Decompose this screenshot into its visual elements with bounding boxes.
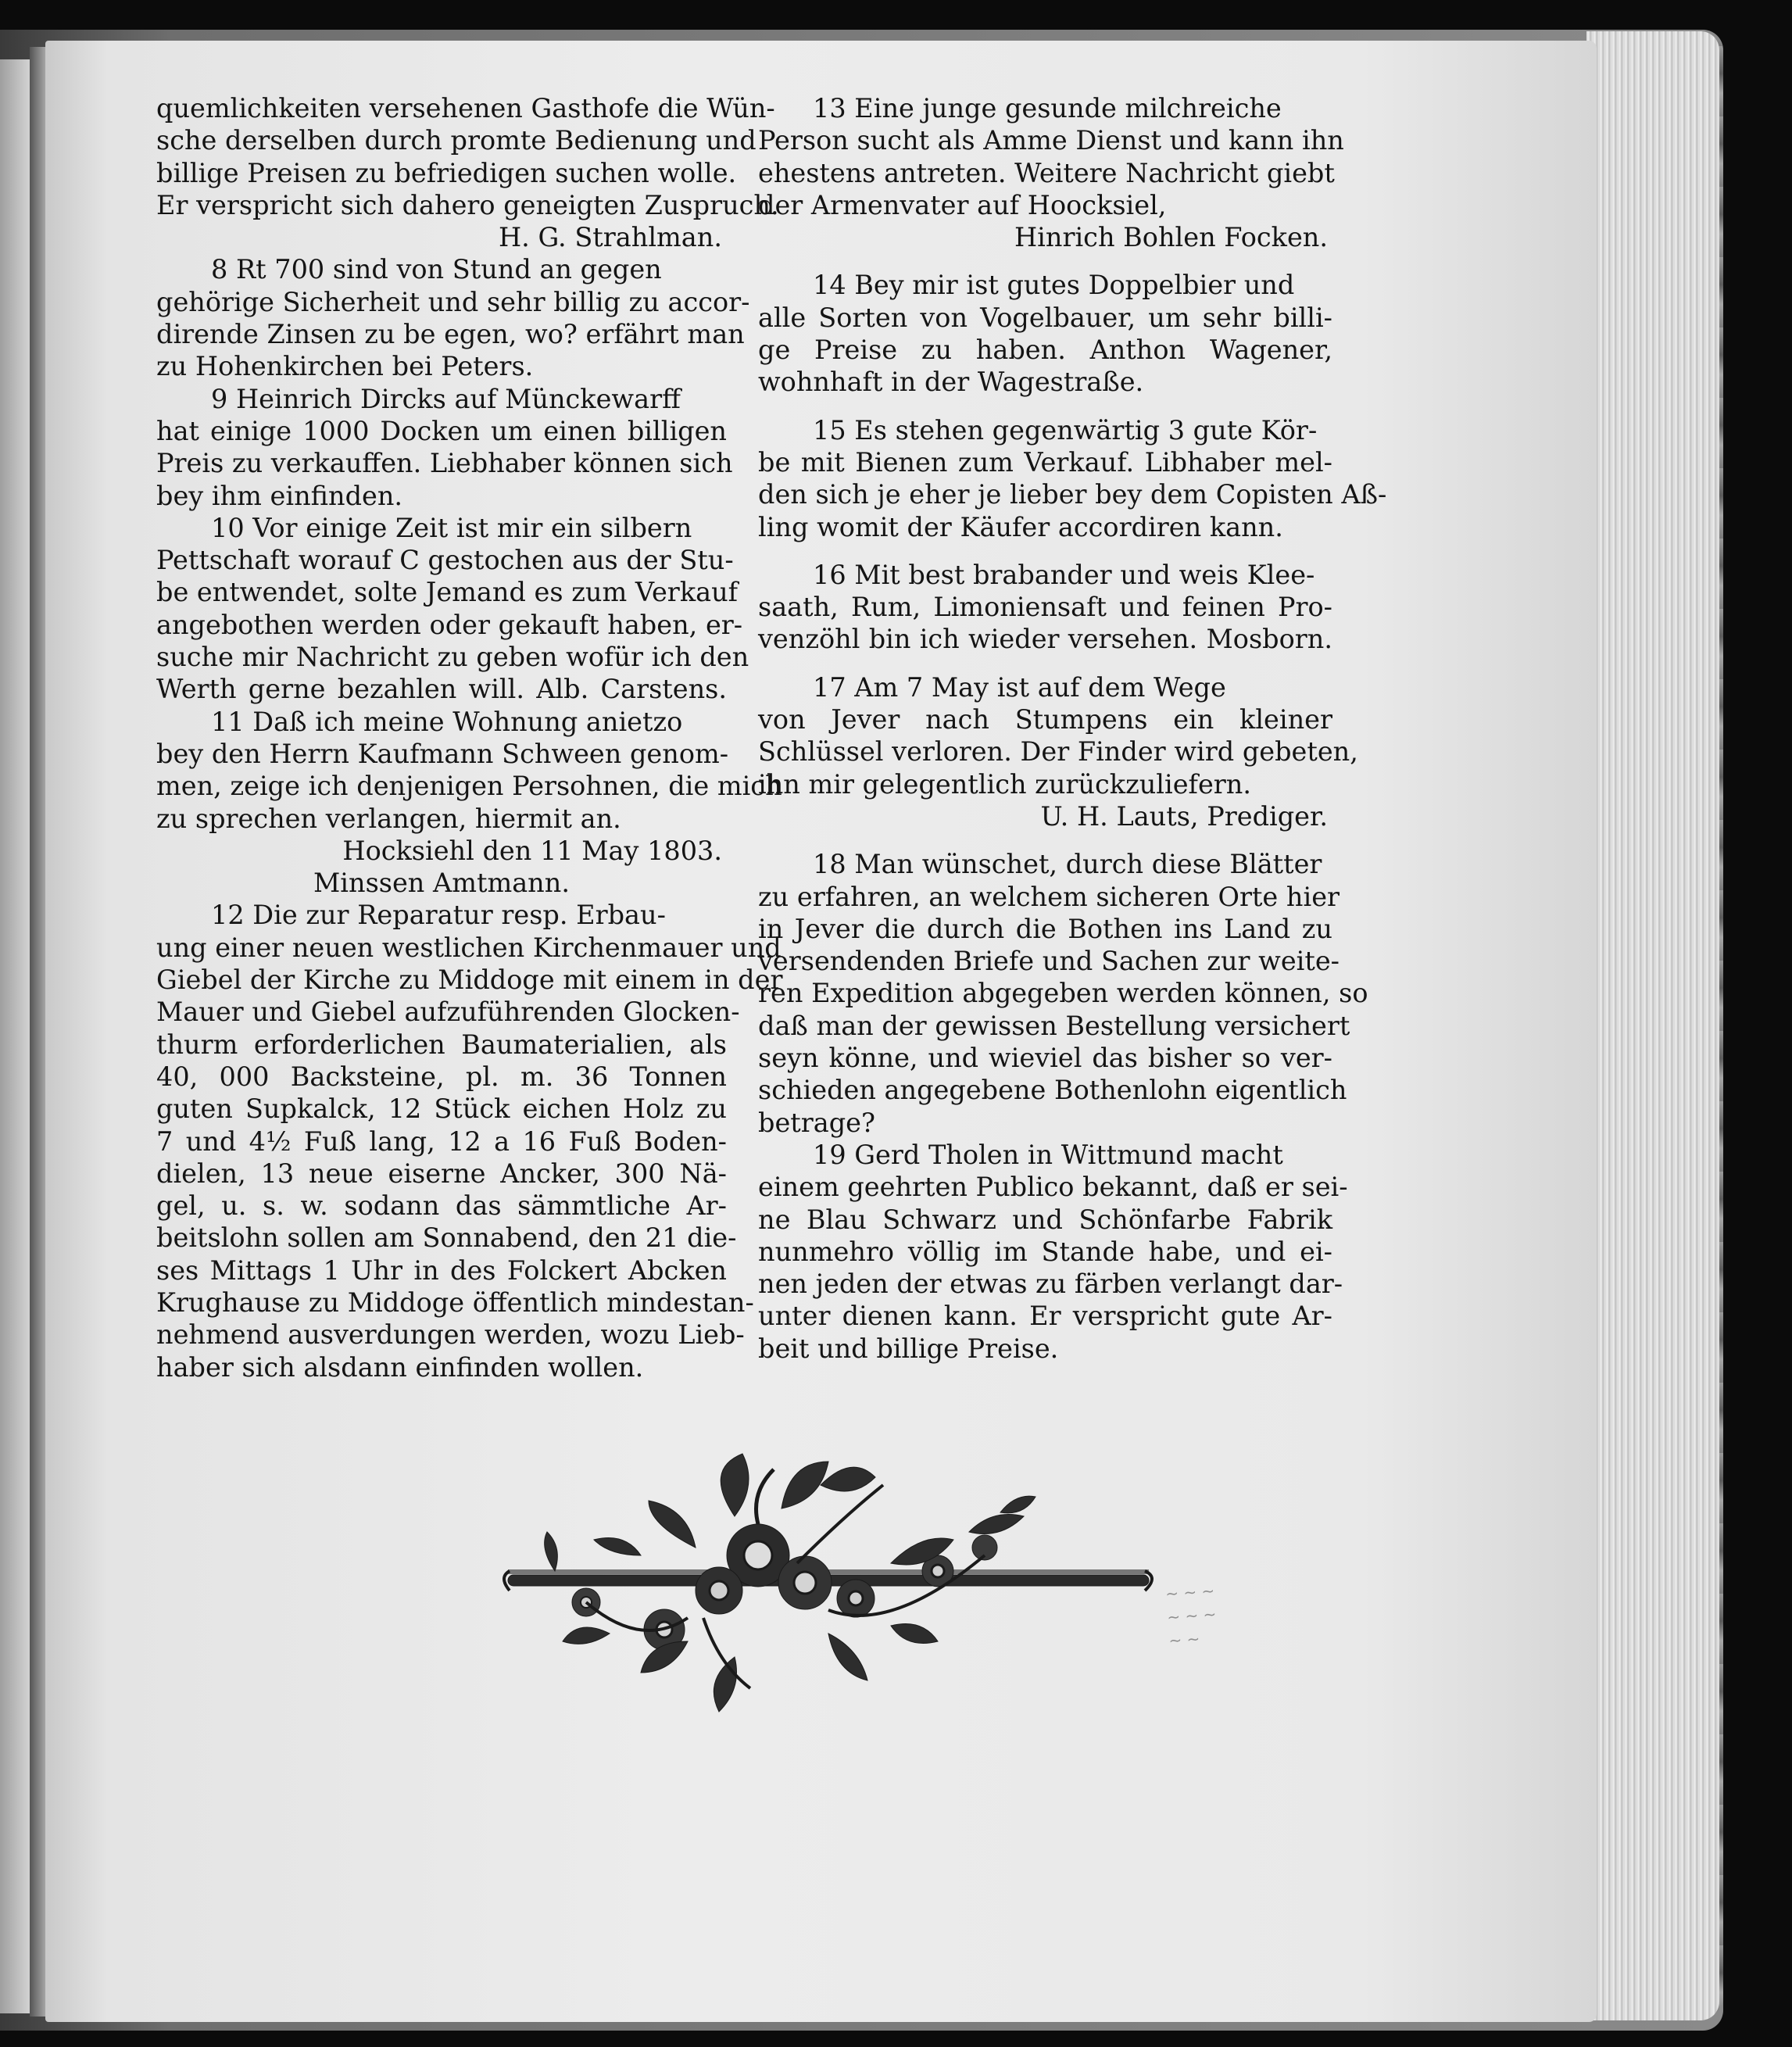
text-line: 40, 000 Backsteine, pl. m. 36 Tonnen [156,1061,727,1092]
text-line: Preis zu verkauffen. Liebhaber können sich [156,448,733,479]
text-line: versendenden Briefe und Sachen zur weite- [758,946,1340,977]
text-line: ren Expedition abgegeben werden können, so [758,978,1368,1009]
text-line: haber sich alsdann einfinden wollen. [156,1351,644,1383]
text-line: dirende Zinsen zu be egen, wo? erfährt man [156,319,745,350]
text-line: saath, Rum, Limoniensaft und feinen Pro- [758,592,1332,623]
text-line: gel, u. s. w. sodann das sämmtliche Ar- [156,1190,727,1222]
text-line: venzöhl bin ich wieder versehen. Mosborn. [758,624,1332,655]
text-line: beit und billige Preise. [758,1333,1059,1364]
text-line: hat einige 1000 Docken um einen billigen [156,415,727,446]
text-line: von Jever nach Stumpens ein kleiner [758,704,1332,735]
paragraph-gap [758,832,1332,848]
text-line: angebothen werden oder gekauft haben, er- [156,609,743,640]
text-line: 15 Es stehen gegenwärtig 3 gute Kör- [813,414,1318,446]
text-line: 19 Gerd Tholen in Wittmund macht [813,1139,1283,1170]
paragraph-gap [758,543,1332,559]
text-line: ses Mittags 1 Uhr in des Folckert Abcken [156,1254,727,1286]
text-line: Person sucht als Amme Dienst und kann ihn [758,125,1344,156]
text-line: in Jever die durch die Bothen ins Land zu [758,913,1332,944]
text-line: wohnhaft in der Wagestraße. [758,367,1144,398]
text-line: Er verspricht sich dahero geneigten Zuspruch. [156,189,779,220]
text-line: 9 Heinrich Dircks auf Münckewarff [211,383,681,414]
text-line: 7 und 4½ Fuß lang, 12 a 16 Fuß Boden- [156,1125,727,1157]
text-line: ge Preise zu haben. Anthon Wagener, [758,335,1332,366]
text-line: 12 Die zur Reparatur resp. Erbau- [211,900,666,931]
text-line: be mit Bienen zum Verkauf. Libhaber mel- [758,446,1332,478]
text-line: Hinrich Bohlen Focken. [1014,222,1328,253]
text-line: zu sprechen verlangen, hiermit an. [156,803,621,834]
text-line: betrage? [758,1107,875,1138]
text-line: Mauer und Giebel aufzuführenden Glocken- [156,997,740,1028]
text-line: thurm erforderlichen Baumaterialien, als [156,1029,727,1060]
text-line: unter dienen kann. Er verspricht gute Ar- [758,1301,1332,1332]
paragraph-gap [758,253,1332,269]
text-line: zu erfahren, an welchem sicheren Orte hier [758,881,1340,912]
text-line: nen jeden der etwas zu färben verlangt dar- [758,1269,1343,1300]
paragraph-gap [758,399,1332,414]
text-line: daß man der gewissen Bestellung versichert [758,1010,1350,1041]
text-line: ehestens antreten. Weitere Nachricht giebt [758,157,1335,188]
text-line: alle Sorten von Vogelbauer, um sehr billi- [758,302,1332,333]
text-line: gehörige Sicherheit und sehr billig zu accor- [156,286,750,317]
text-line: seyn könne, und wieviel das bisher so ver- [758,1043,1332,1074]
text-line: zu Hohenkirchen bei Peters. [156,351,534,382]
text-line: sche derselben durch promte Bedienung und [156,125,757,156]
text-line: schieden angegebene Bothenlohn eigentlich [758,1075,1347,1106]
text-line: be entwendet, solte Jemand es zum Verkauf [156,577,739,608]
text-line: 10 Vor einige Zeit ist mir ein silbern [211,512,692,543]
text-line: 13 Eine junge gesunde milchreiche [813,93,1282,123]
text-line: ne Blau Schwarz und Schönfarbe Fabrik [758,1204,1332,1235]
text-line: Schlüssel verloren. Der Finder wird gebeten, [758,736,1358,768]
text-line: U. H. Lauts, Prediger. [1040,800,1328,832]
floral-vignette-ornament [500,1438,1157,1720]
text-line: ihn mir gelegentlich zurückzuliefern. [758,768,1252,800]
text-line: Hocksiehl den 11 May 1803. [342,835,722,866]
text-line: nehmend ausverdungen werden, wozu Lieb- [156,1319,745,1351]
text-line: Werth gerne bezahlen will. Alb. Carstens. [156,674,727,705]
text-line: Giebel der Kirche zu Middoge mit einem in der [156,964,783,996]
text-line: men, zeige ich denjenigen Persohnen, die mich [156,771,782,802]
text-line: quemlichkeiten versehenen Gasthofe die Wün- [156,93,775,123]
text-line: 16 Mit best brabander und weis Klee- [813,559,1315,590]
text-line: guten Supkalck, 12 Stück eichen Holz zu [156,1093,727,1125]
text-line: billige Preisen zu befriedigen suchen wolle. [156,157,737,188]
text-line: beitslohn sollen am Sonnabend, den 21 die- [156,1222,737,1254]
page-stack-edge [1586,31,1719,2020]
left-text-column [156,92,783,1383]
pencil-marks: ~ ~ ~ ~ ~ ~ ~ ~ [1164,1580,1218,1651]
text-line: nunmehro völlig im Stande habe, und ei- [758,1236,1332,1267]
text-line: H. G. Strahlman. [498,222,722,253]
text-line: 17 Am 7 May ist auf dem Wege [813,671,1226,703]
text-line: 8 Rt 700 sind von Stund an gegen [211,254,662,285]
text-line: dielen, 13 neue eiserne Ancker, 300 Nä- [156,1158,727,1189]
text-line: Pettschaft worauf C gestochen aus der Stu- [156,545,734,576]
text-line: bey ihm einfinden. [156,480,403,511]
text-line: einem geehrten Publico bekannt, daß er sei- [758,1172,1348,1203]
paragraph-gap [758,656,1332,671]
text-line: 18 Man wünschet, durch diese Blätter [813,849,1322,880]
text-line: 11 Daß ich meine Wohnung anietzo [211,706,683,737]
text-line: Minssen Amtmann. [313,868,570,899]
text-line: 14 Bey mir ist gutes Doppelbier und [813,270,1295,301]
text-line: suche mir Nachricht zu geben wofür ich den [156,642,749,673]
text-line: ung einer neuen westlichen Kirchenmauer und [156,932,782,963]
text-line: bey den Herrn Kaufmann Schween genom- [156,738,729,769]
text-line: den sich je eher je lieber bey dem Copisten Aß- [758,479,1387,510]
text-line: ling womit der Käufer accordiren kann. [758,511,1283,542]
text-line: Krughause zu Middoge öffentlich mindestan- [156,1287,754,1318]
right-text-column [758,92,1387,1365]
text-line: der Armenvater auf Hoocksiel, [758,189,1167,220]
